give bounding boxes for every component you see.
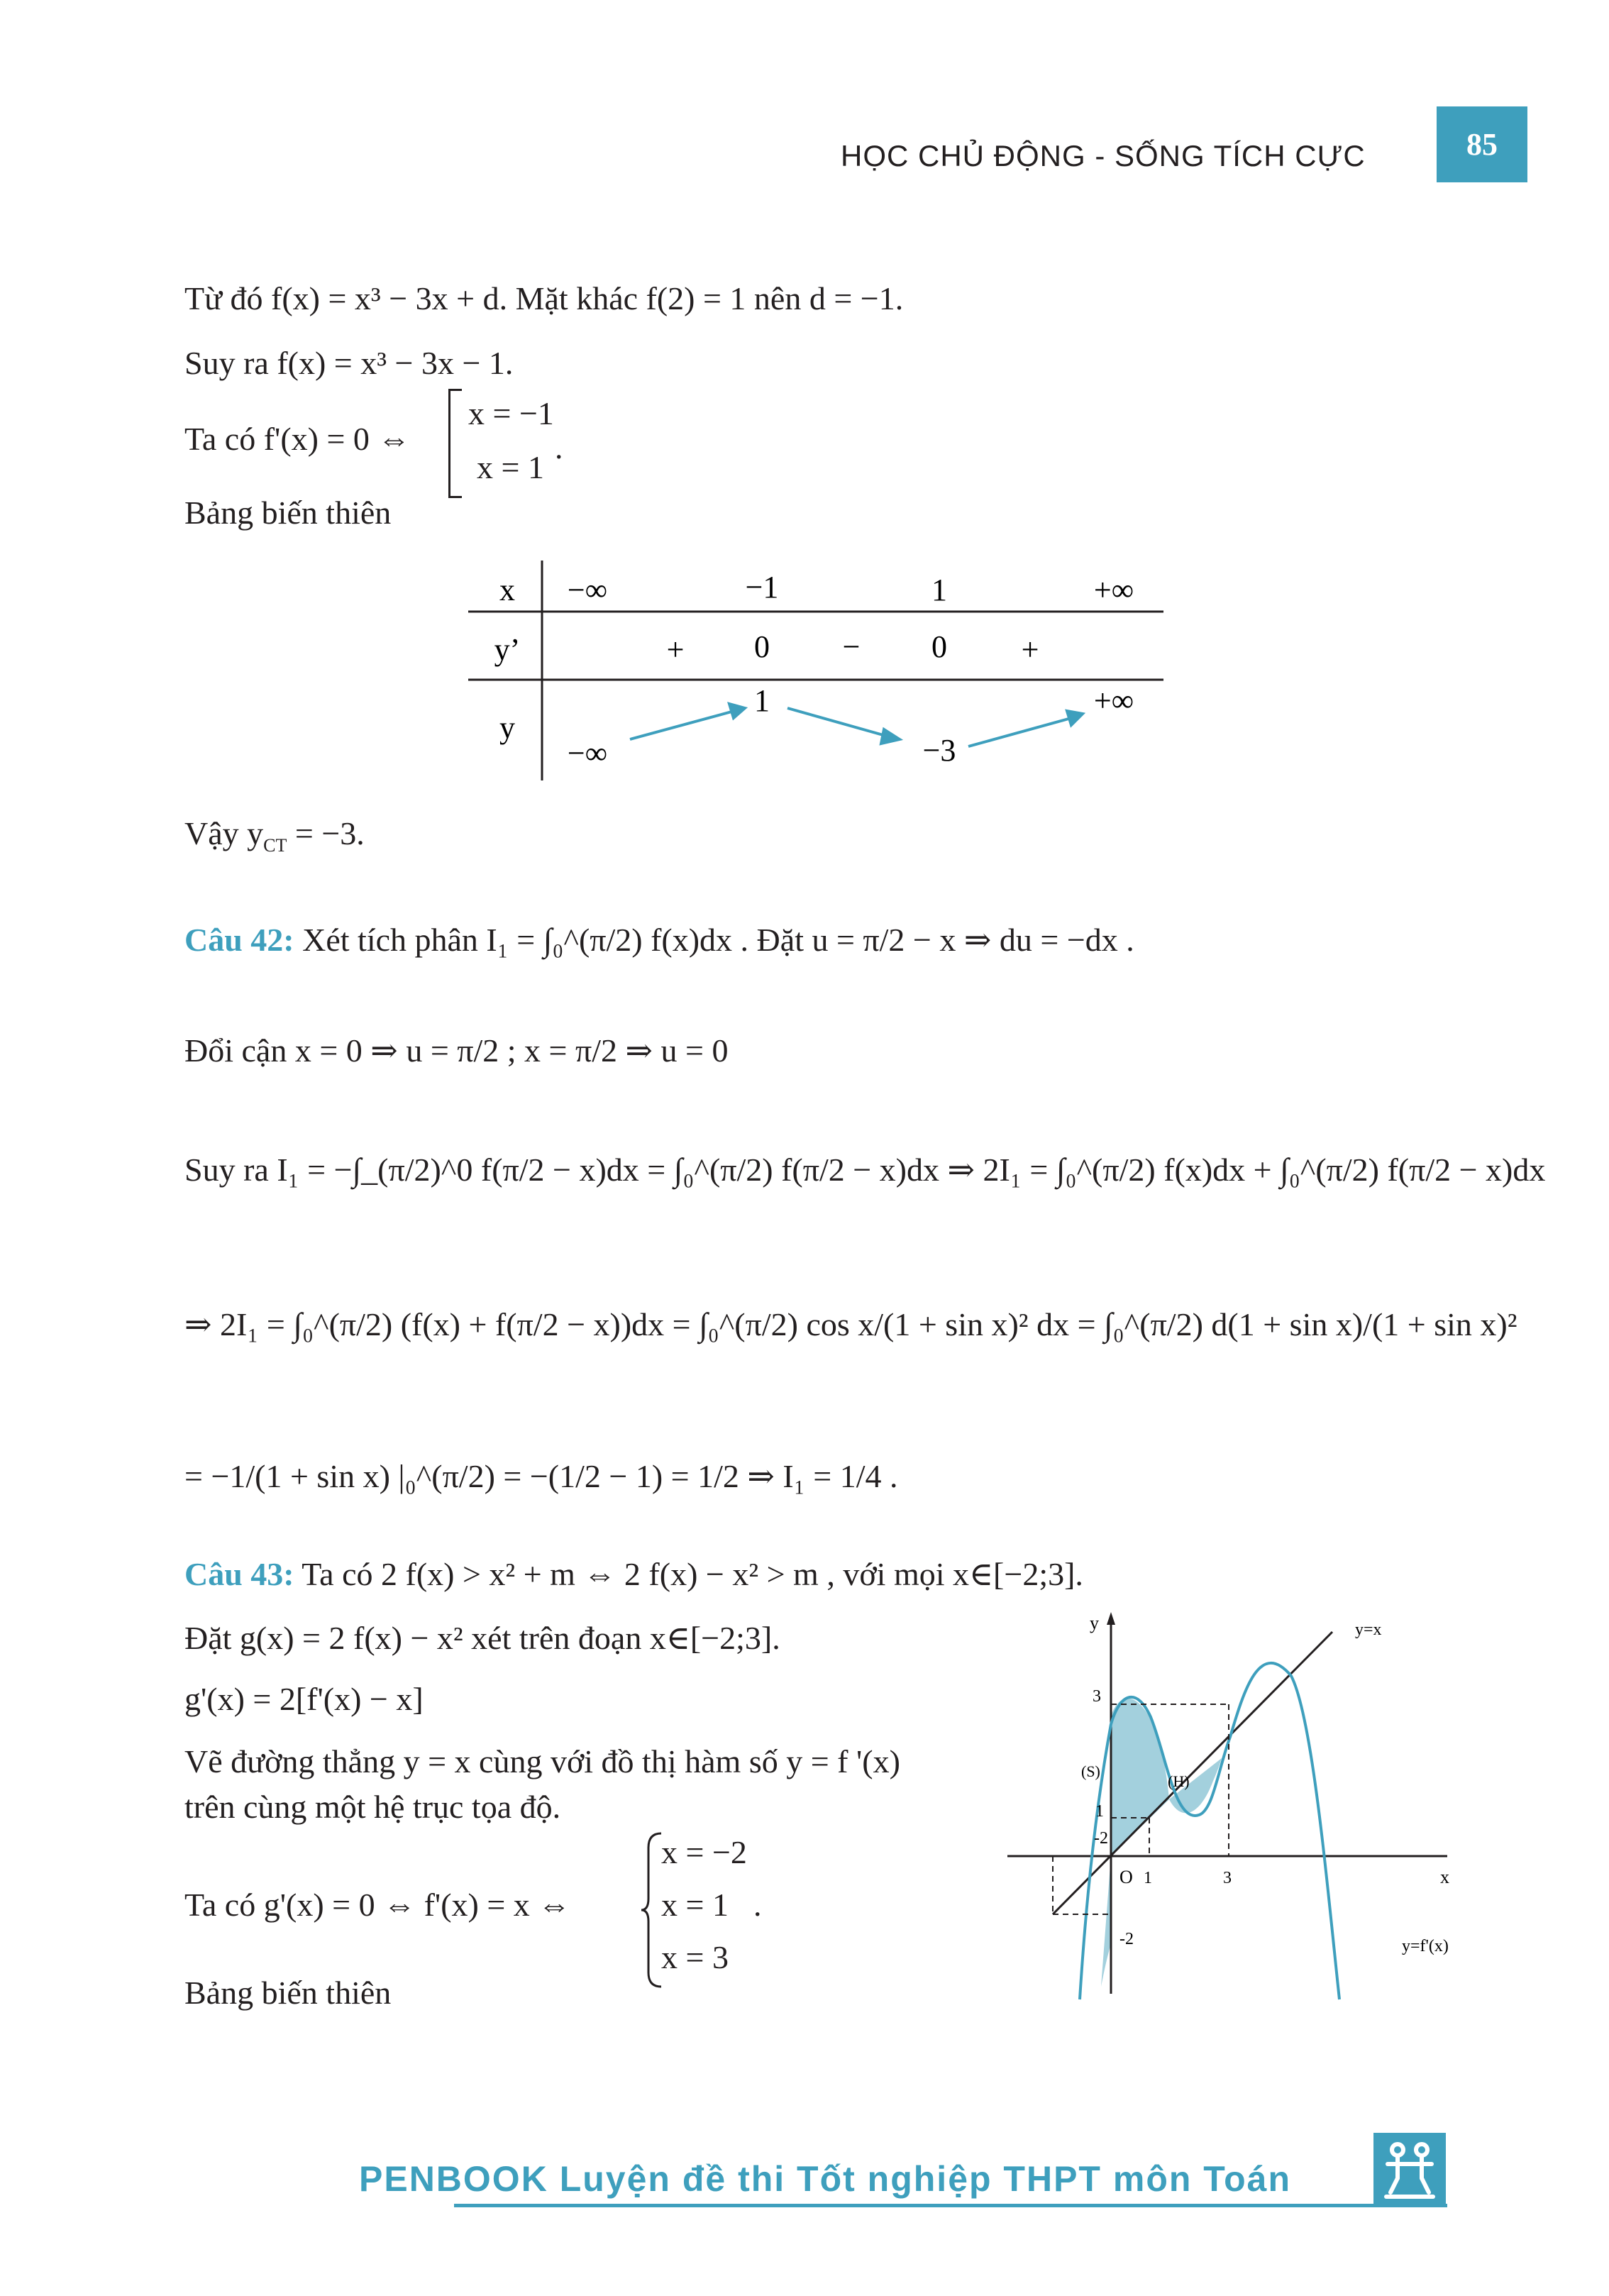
tick-x-label: 3 [1223, 1869, 1232, 1887]
people-icon [1373, 2133, 1446, 2205]
page-number: 85 [1437, 106, 1527, 182]
footer-logo [1373, 2133, 1446, 2205]
case-bracket [448, 389, 462, 498]
line-label: y=x [1355, 1621, 1382, 1639]
running-header: HỌC CHỦ ĐỘNG - SỐNG TÍCH CỰC [841, 139, 1366, 172]
origin-label: O [1119, 1867, 1133, 1887]
x-value: +∞ [1093, 573, 1134, 607]
arrow-down [787, 708, 888, 736]
region-s-lower [1101, 1856, 1111, 1987]
q43-line5: trên cùng một hệ trục tọa độ. [184, 1789, 561, 1825]
curve-label: y=f'(x) [1402, 1937, 1449, 1955]
case-x-1: x = 1 [477, 449, 544, 485]
case-x-minus-2: x = −2 [661, 1834, 747, 1870]
region-h-label: (H) [1168, 1772, 1190, 1790]
q43-line3: g'(x) = 2[f'(x) − x] [184, 1681, 424, 1717]
case-x-3: x = 3 [661, 1939, 729, 1975]
y-axis-label: y [1090, 1613, 1099, 1633]
table-heading-2: Bảng biến thiên [184, 1975, 392, 2011]
y-value: −3 [922, 733, 956, 768]
arrow-up-2 [968, 718, 1071, 746]
q42-bounds: Đổi cận x = 0 ⇒ u = π/2 ; x = π/2 ⇒ u = 0 [184, 1032, 729, 1069]
x-value: 1 [931, 573, 947, 607]
arrowhead [729, 704, 745, 718]
arrowhead [1067, 711, 1083, 725]
tick-x-label: 1 [1144, 1869, 1152, 1887]
sign: + [1021, 632, 1039, 667]
sign: + [666, 632, 685, 667]
q43-line2: Đặt g(x) = 2 f(x) − x² xét trên đoạn x∈[−2;3]. [184, 1620, 780, 1656]
row-label-x: x [499, 573, 515, 607]
q43-line1: Câu 43: Ta có 2 f(x) > x² + m ⇔ 2 f(x) − x² > m , với mọi x∈[−2;3]. [184, 1556, 1083, 1592]
line-minimum: Vậy $y_{CT} = -3$. [184, 815, 365, 856]
y-value: +∞ [1093, 683, 1134, 718]
row-label-y: y [499, 710, 515, 745]
tick-y-label: -2 [1119, 1930, 1134, 1948]
derivative-graph [993, 1611, 1476, 2008]
case-x-minus-1: x = −1 [468, 395, 554, 431]
q42-step1: Suy ra I₁ = −∫_(π/2)^0 f(π/2 − x)dx = ∫₀^(π/2) f(π/2 − x)dx ⇒ 2I₁ = ∫₀^(π/2) f(x)dx + ∫₀^(π/2) f(π/2 − x)dx [184, 1152, 1546, 1188]
q42-step3: = −1/(1 + sin x) |₀^(π/2) = −(1/2 − 1) = 1/2 ⇒ I₁ = 1/4 . [184, 1458, 898, 1494]
line-derivative-zero: Ta có f'(x) = 0 ⇔ [184, 421, 411, 457]
tick-y-label: 3 [1093, 1687, 1101, 1706]
region-s [1111, 1699, 1169, 1856]
tick-y-label: 1 [1095, 1802, 1104, 1821]
row-label-yprime: y’ [494, 632, 521, 667]
line-f-definition: Từ đó f(x) = x³ − 3x + d. Mặt khác f(2) = 1 nên d = −1. [184, 280, 904, 316]
sign: 0 [931, 629, 947, 664]
footer-rule [454, 2204, 1447, 2207]
y-arrow [1107, 1612, 1115, 1625]
x-value: −∞ [567, 573, 608, 607]
period: . [555, 429, 563, 465]
sign: − [842, 629, 861, 664]
footer-title: PENBOOK Luyện đề thi Tốt nghiệp THPT môn Toán [359, 2159, 1292, 2199]
q43-line4: Vẽ đường thẳng y = x cùng với đồ thị hàm số y = f '(x) [184, 1743, 900, 1779]
region-s-label: (S) [1081, 1762, 1100, 1780]
arrowhead [881, 729, 900, 744]
x-axis-label: x [1440, 1867, 1449, 1887]
case-x-1: x = 1 [661, 1887, 729, 1923]
q42-step2: ⇒ 2I₁ = ∫₀^(π/2) (f(x) + f(π/2 − x))dx = ∫₀^(π/2) cos x/(1 + sin x)² dx = ∫₀^(π/2) d(1 + sin x)/(1 + sin x)² [184, 1306, 1517, 1342]
y-value: 1 [754, 683, 770, 718]
table-heading-1: Bảng biến thiên [184, 495, 392, 531]
x-value: −1 [745, 570, 779, 605]
q42-intro: Câu 42: Xét tích phân I₁ = ∫₀^(π/2) f(x)dx . Đặt u = π/2 − x ⇒ du = −dx . [184, 922, 1134, 958]
variation-table-1 [454, 553, 1178, 788]
line-f-result: Suy ra f(x) = x³ − 3x − 1. [184, 345, 514, 381]
y-value: −∞ [567, 736, 608, 771]
q43-line6: Ta có g'(x) = 0 ⇔ f'(x) = x ⇔ [184, 1887, 571, 1923]
tick-x-label: -2 [1094, 1829, 1108, 1848]
period: . [753, 1887, 762, 1923]
arrow-up-1 [630, 711, 734, 739]
sign: 0 [754, 629, 770, 664]
